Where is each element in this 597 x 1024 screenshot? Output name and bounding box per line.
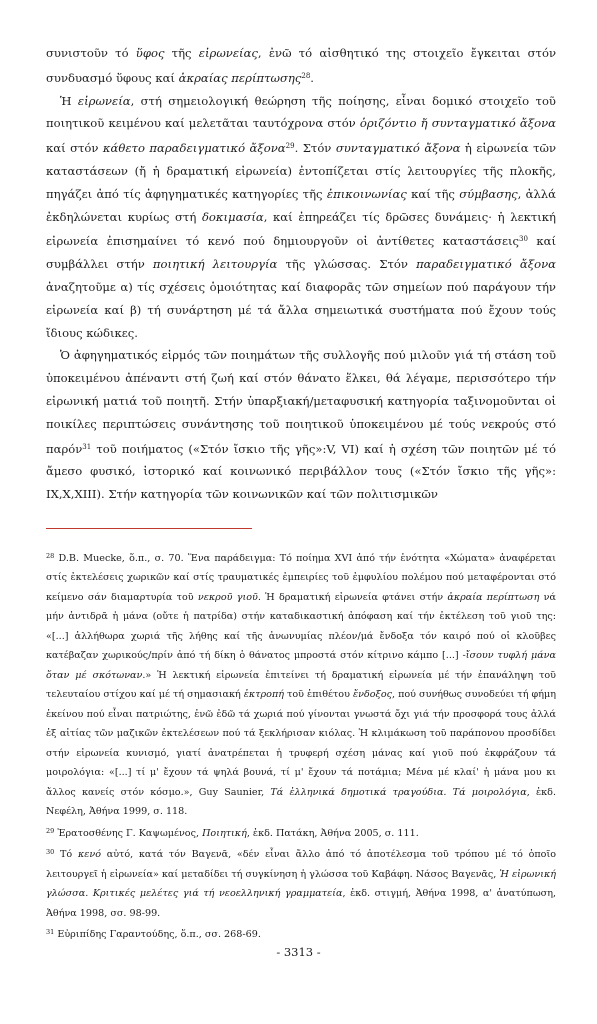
- emphasis-text: ἀκραίας περίπτωσης: [178, 70, 302, 85]
- text-run: Τό: [54, 849, 78, 861]
- emphasis-text: εἰρωνείας: [198, 46, 258, 60]
- emphasis-text: κενό: [77, 849, 101, 861]
- emphasis-text: ὕφος: [135, 46, 165, 60]
- emphasis-text: συνταγματικό ἄξονα: [335, 141, 461, 156]
- footnote-ref: 30: [519, 235, 528, 244]
- emphasis-text: ἔνδοξος: [353, 689, 392, 701]
- emphasis-text: εἰρωνεία: [77, 93, 131, 108]
- footnote-ref: 31: [82, 442, 92, 451]
- emphasis-text: ἴσουν τυφλή μάνα ὅταν μέ σκότωναν: [46, 650, 556, 681]
- main-text: [46, 42, 556, 506]
- text-run: Εὐριπίδης Γαραντούδης, ὅ.π., σσ. 268-69.: [54, 929, 261, 941]
- emphasis-text: ὁριζόντιο ἤ συνταγματικό ἄξονα: [359, 116, 556, 131]
- emphasis-text: ἀκραία περίπτωση: [447, 591, 540, 603]
- text-run: , ἐκδ. στιγμή, Ἀθήνα 1998, α' ἀνατύπωση, Ἀθήνα 1998, σσ. 98-99.: [46, 888, 556, 919]
- footnote-ref: 28: [301, 71, 311, 80]
- text-run: . Ἡ δραματική εἰρωνεία φτάνει στήν: [257, 591, 448, 603]
- text-run: Ἡ: [60, 93, 78, 108]
- text-run: , ἐκδ. Πατάκη, Ἀθήνα 2005, σ. 111.: [246, 827, 419, 839]
- paragraph-2: [46, 90, 556, 345]
- text-run: καί συμβάλλει στήν: [46, 234, 556, 272]
- footnote-ref: 29: [46, 826, 55, 835]
- paragraph-1: [46, 42, 556, 90]
- footnotes: [46, 547, 556, 945]
- emphasis-text: Ποιητική: [202, 827, 247, 839]
- text-run: , ἀλλά ἐκδηλώνεται κυρίως στή: [46, 186, 556, 224]
- text-run: Ὁ ἀφηγηματικός εἱρμός τῶν ποιημάτων τῆς συλλογῆς πού μιλοῦν γιά τή στάση τοῦ ὑποκειμένου ἀπέναντι στή ζωή καί στόν θάνατο ἕλκει, θά λέγαμε, περισσότερο τήν εἰρωνική ματιά τοῦ ποιητῆ. Στήν ὑπαρξιακή/μεταφυσική κατηγορία ταξινομοῦνται οἱ ποικίλες περιπτώσεις συνάντησης τοῦ ποιητικοῦ ὑποκειμένου μέ τούς νεκρούς στό παρόν: [46, 348, 556, 456]
- text-run: . Στόν: [294, 141, 336, 156]
- footnote-28: [46, 547, 556, 822]
- text-run: .» Ἡ λεκτική εἰρωνεία ἐπιτείνει τή δραματική εἰρωνεία μέ τήν ἐπανάληψη τοῦ τελευταίου στίχου καί μέ τή σημασιακή: [46, 669, 556, 701]
- footnote-31: [46, 923, 556, 945]
- text-run: , πού συνήθως συνοδεύει τή φήμη ἐκείνου πού εἶναι πατριώτης, ἐνῶ ἐδῶ τά χωριά πού γίνονται γνωστά ὄχι γιά τήν προσφορά τους ἀλλά ἐξ αἰτίας τῶν μαζικῶν ἐκτελέσεων πού τά ξεκλήρισαν κιόλας. Ἡ κλιμάκωση τοῦ παράπονου προσδίδει στήν εἰρωνεία κυνισμό, γιατί ἀνατρέπεται ἡ τρυφερή σχέση μάνας καί γιοῦ πού ἐκφράζουν τά μοιρολόγια: «[...] τί μ' ἔχουν τά ψηλά βουνά, τί μ' ἔχουν τά ποτάμια; Μένα μέ κλαί' ἡ μάνα μου κι ἄλλος κανείς στόν κόσμο.», Guy Saunier,: [46, 689, 556, 798]
- emphasis-text: ἐκτροπή: [243, 689, 284, 701]
- text-run: ἡ εἰρωνεία τῶν καταστάσεων (ἤ ἡ δραματική εἰρωνεία) ἐντοπίζεται στίς λειτουργίες τῆς πλοκῆς, πηγάζει ἀπό τίς ἀφηγηματικές κατηγορίες τῆς: [46, 141, 556, 201]
- text-run: τοῦ ποιήματος («Στόν ἴσκιο τῆς γῆς»:V, VI) καί ἡ σχέση τῶν ποιητῶν μέ τό ἄμεσο φυσικό, ἱστορικό καί κοινωνικό περιβάλλον τους («Στόν ἴσκιο τῆς γῆς»: IX,X,XIII). Στήν κατηγορία τῶν κοινωνικῶν καί τῶν πολιτισμικῶν: [46, 441, 556, 502]
- text-run: .: [310, 70, 314, 85]
- text-run: καί στόν: [46, 141, 103, 156]
- emphasis-text: παραδειγματικό ἄξονα: [416, 257, 556, 272]
- paragraph-3: [46, 344, 556, 506]
- footnote-29: [46, 822, 556, 844]
- text-run: τοῦ ἐπιθέτου: [284, 689, 353, 701]
- emphasis-text: Τά ἑλληνικά δημοτικά τραγούδια. Τά μοιρολόγια: [270, 786, 527, 798]
- text-run: αὐτό, κατά τόν Βαγενᾶ, «δέν εἶναι ἄλλο ἀπό τό ἀποτέλεσμα τοῦ τρόπου μέ τό ὁποῖο λειτουργεῖ ἡ εἰρωνεία» καί μεταδίδει τή συγκίνηση ἡ γλώσσα τοῦ Καβάφη. Νάσος Βαγενᾶς,: [46, 849, 556, 880]
- text-run: ἀναζητοῦμε α) τίς σχέσεις ὁμοιότητας καί διαφορᾶς τῶν σημείων πού παράγουν τήν εἰρωνεία καί β) τή συνάρτηση μέ τά ἄλλα σημειωτικά συστήματα πού ἔχουν τούς ἴδιους κώδικες.: [46, 279, 556, 340]
- text-run: D.B. Muecke, ὅ.π., σ. 70. Ἕνα παράδειγμα: Τό ποίημα XVI ἀπό τήν ἑνότητα «Χώματα» ἀναφέρεται στίς ἐκτελέσεις χωρικῶν καί στίς τραυματικές ἐμπειρίες τοῦ ἐμφυλίου πολέμου πού μεταφέρονται στό κείμενο σάν διαμαρτυρία τοῦ: [46, 552, 556, 603]
- emphasis-text: σύμβασης: [459, 186, 518, 201]
- footnote-ref: 29: [285, 142, 295, 151]
- emphasis-text: κάθετο παραδειγματικό ἄξονα: [102, 141, 286, 156]
- text-run: , ἐκδ. Νεφέλη, Ἀθήνα 1999, σ. 118.: [46, 786, 556, 818]
- text-run: τῆς γλώσσας. Στόν: [277, 257, 417, 272]
- emphasis-text: ποιητική λειτουργία: [152, 257, 278, 272]
- footnote-ref: 30: [46, 848, 55, 857]
- text-run: συνιστοῦν τό: [46, 46, 136, 60]
- page-content: [46, 42, 556, 945]
- text-run: τῆς: [164, 46, 199, 60]
- text-run: καί τῆς: [406, 186, 460, 201]
- emphasis-text: δοκιμασία: [201, 209, 264, 224]
- emphasis-text: νεκροῦ γιοῦ: [197, 591, 258, 603]
- text-run: Ἐρατοσθένης Γ. Καψωμένος,: [54, 827, 203, 839]
- footnote-ref: 31: [46, 928, 55, 937]
- emphasis-text: ἐπικοινωνίας: [326, 186, 407, 201]
- emphasis-text: Ἡ εἰρωνική γλώσσα. Κριτικές μελέτες γιά τή νεοελληνική γραμματεία: [46, 868, 556, 900]
- text-run: νά μήν ἀντιδρᾶ ἡ μάνα (οὔτε ἡ πατρίδα) στήν καταδικαστική ἀπόφαση καί τήν ἐκτέλεση τοῦ γιοῦ της: «[...] ἀλλήθωρα χωριά τῆς λήθης καί τῆς ἀνωνυμίας πλέον/μά ἔνδοξα τόν καιρό πού οἱ κλοῦβες κατέβαζαν χωρικούς/πρίν ἀπό τή δίκη ὁ θάνατος μπροστά στόν κίτρινο κάμπο [...] -: [46, 591, 556, 662]
- footnote-30: [46, 843, 556, 923]
- text-run: , ἐνῶ τό αἰσθητικό της στοιχεῖο ἔγκειται στόν συνδυασμό ὕφους καί: [46, 46, 556, 85]
- footnote-separator: [46, 528, 252, 529]
- footnote-ref: 28: [46, 551, 55, 560]
- page-number: - 3313 -: [276, 945, 321, 959]
- text-run: , στή σημειολογική θεώρηση τῆς ποίησης, εἶναι δομικό στοιχεῖο τοῦ ποιητικοῦ κειμένου καί μελετᾶται ταυτόχρονα στόν: [46, 93, 556, 131]
- text-run: , καί ἐπηρεάζει τίς δρῶσες δυνάμεις· ἡ λεκτική εἰρωνεία ἐπισημαίνει τό κενό πού δημιουργοῦν οἱ ἀντίθετες καταστάσεις: [46, 209, 556, 249]
